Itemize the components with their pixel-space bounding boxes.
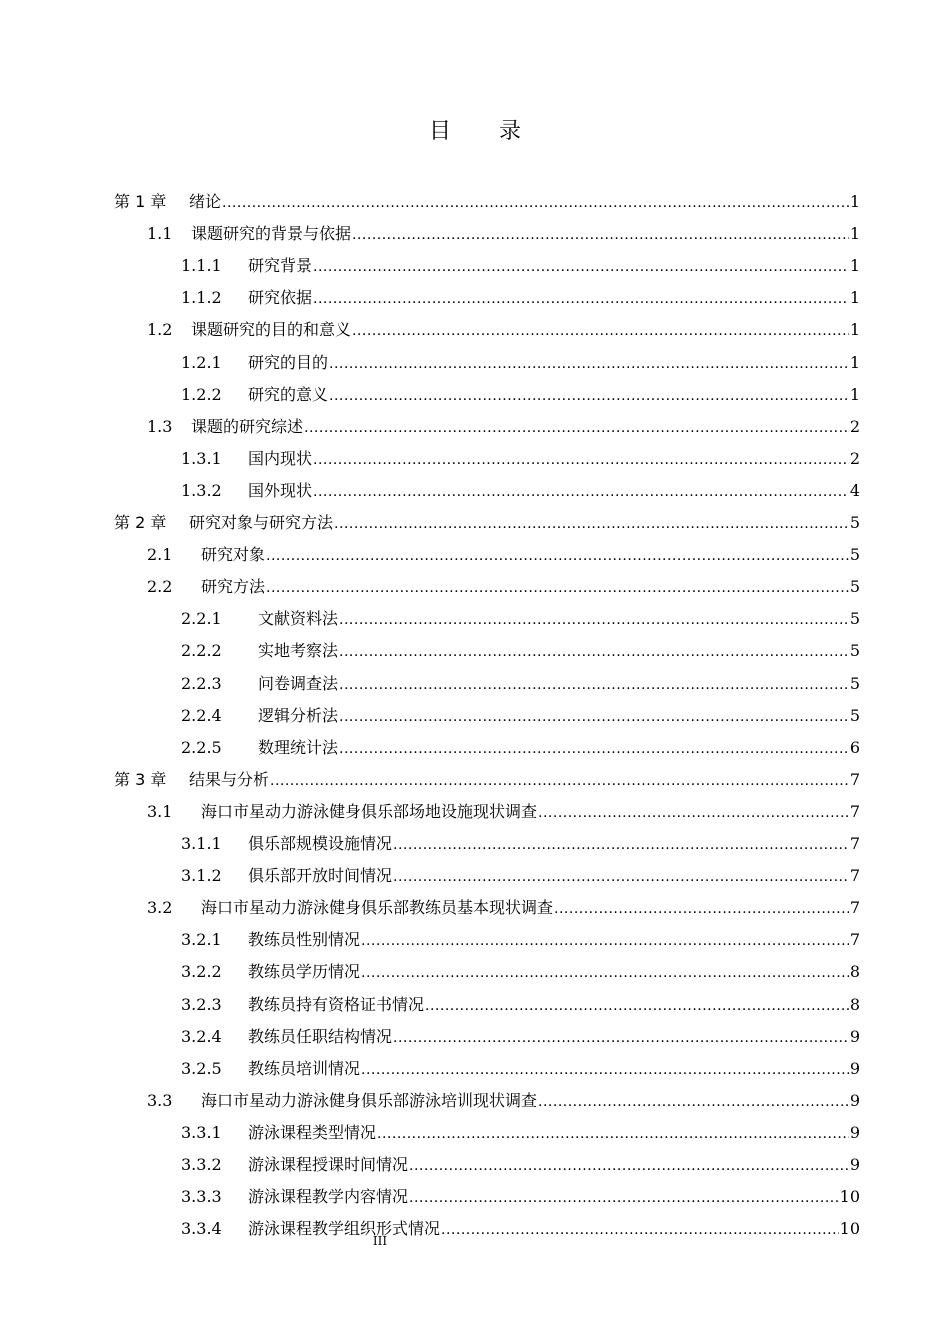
toc-entry-title: 数理统计法 <box>258 737 339 757</box>
toc-entry[interactable] <box>181 856 860 886</box>
toc-entry[interactable] <box>181 471 860 501</box>
toc-leader-dots <box>352 226 849 244</box>
toc-entry-page: 8 <box>849 962 860 982</box>
toc-entry-page: 5 <box>849 705 860 725</box>
toc-entry-title: 教练员学历情况 <box>248 962 361 982</box>
toc-entry-page: 5 <box>849 673 860 693</box>
toc-entry-title: 结果与分析 <box>189 769 270 789</box>
toc-entry-number: 1.2.1 <box>181 352 222 372</box>
toc-leader-dots <box>266 579 849 597</box>
toc-entry-title: 俱乐部规模设施情况 <box>248 834 393 853</box>
toc-entry-number: 3.2 <box>147 898 173 918</box>
toc-entry-title: 教练员持有资格证书情况 <box>248 994 425 1014</box>
toc-leader-dots <box>361 1061 849 1079</box>
toc-entry[interactable] <box>181 246 860 276</box>
toc-entry-title: 研究对象与研究方法 <box>189 513 334 532</box>
toc-leader-dots <box>409 1189 839 1207</box>
toc-entry-page: 9 <box>849 1090 860 1110</box>
toc-entry-page: 7 <box>849 801 860 821</box>
toc-leader-dots <box>329 387 849 405</box>
toc-leader-dots <box>538 804 849 822</box>
toc-leader-dots <box>393 868 849 886</box>
toc-entry-number: 第 2 章 <box>114 513 167 532</box>
toc-entry-number: 2.2.3 <box>181 673 222 693</box>
toc-entry-page: 4 <box>849 480 860 500</box>
toc-entry[interactable] <box>114 182 860 212</box>
toc-entry[interactable] <box>147 1081 860 1111</box>
toc-entry[interactable] <box>114 760 860 790</box>
toc-entry[interactable] <box>181 696 860 726</box>
toc-entry-title: 海口市星动力游泳健身俱乐部教练员基本现状调查 <box>201 898 554 918</box>
toc-entry[interactable] <box>181 1017 860 1047</box>
toc-entry-number: 1.1.2 <box>181 288 222 308</box>
toc-entry-number: 2.2.2 <box>181 641 222 661</box>
toc-entry-title: 逻辑分析法 <box>258 705 339 725</box>
toc-entry-page: 5 <box>849 513 860 532</box>
toc-entry-page: 7 <box>849 930 860 950</box>
toc-entry-title: 课题研究的背景与依据 <box>191 224 352 244</box>
toc-entry[interactable] <box>147 567 860 597</box>
toc-entry-page: 9 <box>849 1026 860 1046</box>
toc-entry[interactable] <box>181 439 860 469</box>
toc-entry-number: 1.1.1 <box>181 256 222 276</box>
toc-entry[interactable] <box>181 599 860 629</box>
toc-entry[interactable] <box>181 920 860 950</box>
toc-entry-title: 俱乐部开放时间情况 <box>248 866 393 886</box>
toc-leader-dots <box>304 419 849 437</box>
toc-entry-number: 3.1.2 <box>181 866 222 886</box>
toc-entry-page: 5 <box>849 577 860 597</box>
toc-leader-dots <box>339 611 849 629</box>
toc-leader-dots <box>361 964 849 982</box>
toc-entry-page: 5 <box>849 545 860 565</box>
toc-entry-page: 1 <box>849 192 860 211</box>
toc-leader-dots <box>266 547 849 565</box>
toc-entry-page: 2 <box>849 448 860 468</box>
toc-entry-number: 2.2.1 <box>181 609 222 629</box>
toc-entry-number: 3.2.3 <box>181 994 222 1014</box>
toc-entry-page: 5 <box>849 609 860 629</box>
toc-entry[interactable] <box>114 503 860 533</box>
toc-entry[interactable] <box>181 952 860 982</box>
toc-leader-dots <box>313 451 849 469</box>
toc-entry-page: 1 <box>849 352 860 372</box>
toc-entry-title: 研究的意义 <box>248 384 329 404</box>
toc-entry-title: 游泳课程授课时间情况 <box>248 1155 409 1174</box>
page-title <box>0 114 950 145</box>
toc-leader-dots <box>393 836 849 854</box>
toc-entry-number: 2.2 <box>147 577 173 597</box>
title-char-2: 录 <box>499 119 522 144</box>
toc-entry-page: 1 <box>849 320 860 340</box>
toc-entry-page: 10 <box>839 1219 860 1239</box>
toc-entry-number: 3.2.4 <box>181 1026 222 1046</box>
toc-entry-number: 3.3.2 <box>181 1155 222 1174</box>
toc-entry-title: 绪论 <box>189 192 222 211</box>
toc-entry[interactable] <box>147 214 860 244</box>
toc-entry-title: 研究背景 <box>248 256 313 276</box>
toc-entry-number: 第 3 章 <box>114 769 167 789</box>
toc-entry-title: 游泳课程类型情况 <box>248 1122 377 1142</box>
toc-entry-number: 第 1 章 <box>114 192 167 211</box>
toc-leader-dots <box>334 515 849 533</box>
toc-entry-page: 8 <box>849 994 860 1014</box>
toc-entry-number: 2.2.5 <box>181 737 222 757</box>
toc-entry-title: 教练员任职结构情况 <box>248 1026 393 1046</box>
toc-entry-title: 游泳课程教学内容情况 <box>248 1187 409 1207</box>
toc-entry[interactable] <box>181 1049 860 1079</box>
toc-entry[interactable] <box>181 1145 860 1175</box>
toc-entry-number: 1.3 <box>147 416 173 436</box>
toc-entry[interactable] <box>181 824 860 854</box>
toc-entry-title: 国外现状 <box>248 480 313 500</box>
toc-leader-dots <box>554 900 849 918</box>
toc-entry-title: 教练员性别情况 <box>248 930 361 950</box>
toc-leader-dots <box>329 355 849 373</box>
toc-entry-title: 文献资料法 <box>258 609 339 629</box>
toc-entry-number: 3.2.1 <box>181 930 222 950</box>
toc-entry-number: 3.3.3 <box>181 1187 222 1207</box>
toc-entry-title: 研究的目的 <box>248 352 329 372</box>
toc-leader-dots <box>270 772 849 790</box>
toc-entry-page: 9 <box>849 1058 860 1078</box>
toc-entry[interactable] <box>147 407 860 437</box>
toc-entry[interactable] <box>181 985 860 1015</box>
toc-entry-number: 1.3.1 <box>181 448 222 468</box>
toc-entry-page: 9 <box>849 1155 860 1174</box>
page-number-footer: III <box>372 1234 388 1248</box>
toc-entry[interactable] <box>181 1113 860 1143</box>
toc-entry-number: 3.1.1 <box>181 834 222 853</box>
toc-entry-page: 1 <box>849 384 860 404</box>
toc-leader-dots <box>377 1125 849 1143</box>
toc-entry-page: 6 <box>849 737 860 757</box>
toc-entry-page: 2 <box>849 416 860 436</box>
toc-entry[interactable] <box>181 664 860 694</box>
toc-entry[interactable] <box>147 310 860 340</box>
toc-leader-dots <box>409 1157 849 1175</box>
toc-entry[interactable] <box>181 278 860 308</box>
toc-entry-title: 游泳课程教学组织形式情况 <box>248 1219 441 1239</box>
toc-entry-number: 1.2.2 <box>181 384 222 404</box>
toc-leader-dots <box>313 258 849 276</box>
toc-leader-dots <box>538 1093 849 1111</box>
toc-leader-dots <box>339 708 849 726</box>
toc-entry-title: 问卷调查法 <box>258 673 339 693</box>
toc-entry[interactable] <box>147 792 860 822</box>
toc-entry[interactable] <box>181 1177 860 1207</box>
title-char-1: 目 <box>428 119 451 144</box>
toc-entry-page: 1 <box>849 256 860 276</box>
toc-leader-dots <box>339 676 849 694</box>
toc-leader-dots <box>222 194 849 212</box>
toc-entry-number: 3.1 <box>147 801 173 821</box>
toc-entry-title: 研究方法 <box>201 577 266 597</box>
toc-entry-title: 国内现状 <box>248 448 313 468</box>
toc-entry[interactable] <box>181 343 860 373</box>
toc-entry-number: 3.2.2 <box>181 962 222 982</box>
toc-entry-number: 1.3.2 <box>181 480 222 500</box>
toc-entry-page: 7 <box>849 769 860 789</box>
toc-entry-title: 教练员培训情况 <box>248 1058 361 1078</box>
toc-entry-page: 1 <box>849 288 860 308</box>
toc-entry[interactable] <box>147 535 860 565</box>
toc-entry-title: 研究对象 <box>201 545 266 565</box>
toc-entry-number: 2.1 <box>147 545 173 565</box>
toc-entry-number: 3.3 <box>147 1090 173 1110</box>
toc-entry-title: 实地考察法 <box>258 641 339 661</box>
toc-entry[interactable] <box>147 888 860 918</box>
toc-leader-dots <box>339 740 849 758</box>
toc-leader-dots <box>339 643 849 661</box>
toc-entry-page: 1 <box>849 224 860 244</box>
toc-entry-title: 课题的研究综述 <box>191 416 304 436</box>
toc-entry[interactable] <box>181 631 860 661</box>
toc-leader-dots <box>313 290 849 308</box>
toc-entry-number: 1.1 <box>147 224 173 244</box>
toc-entry-page: 7 <box>849 834 860 853</box>
toc-entry-page: 5 <box>849 641 860 661</box>
toc-entry-number: 3.3.4 <box>181 1219 222 1239</box>
toc-entry-title: 课题研究的目的和意义 <box>191 320 352 340</box>
toc-leader-dots <box>352 322 849 340</box>
toc-entry-title: 海口市星动力游泳健身俱乐部游泳培训现状调查 <box>201 1090 538 1110</box>
toc-entry-number: 1.2 <box>147 320 173 340</box>
toc-leader-dots <box>393 1029 849 1047</box>
toc-entry-page: 7 <box>849 898 860 918</box>
toc-entry-number: 3.3.1 <box>181 1122 222 1142</box>
toc-entry-title: 研究依据 <box>248 288 313 308</box>
toc-entry-page: 7 <box>849 866 860 886</box>
toc-entry[interactable] <box>181 375 860 405</box>
toc-entry-title: 海口市星动力游泳健身俱乐部场地设施现状调查 <box>201 801 538 821</box>
toc-entry-number: 2.2.4 <box>181 705 222 725</box>
toc-entry[interactable] <box>181 728 860 758</box>
toc-leader-dots <box>425 997 849 1015</box>
toc-entry-page: 9 <box>849 1122 860 1142</box>
toc-leader-dots <box>313 483 849 501</box>
toc-leader-dots <box>361 932 849 950</box>
toc-entry-page: 10 <box>839 1187 860 1207</box>
toc-entry-number: 3.2.5 <box>181 1058 222 1078</box>
